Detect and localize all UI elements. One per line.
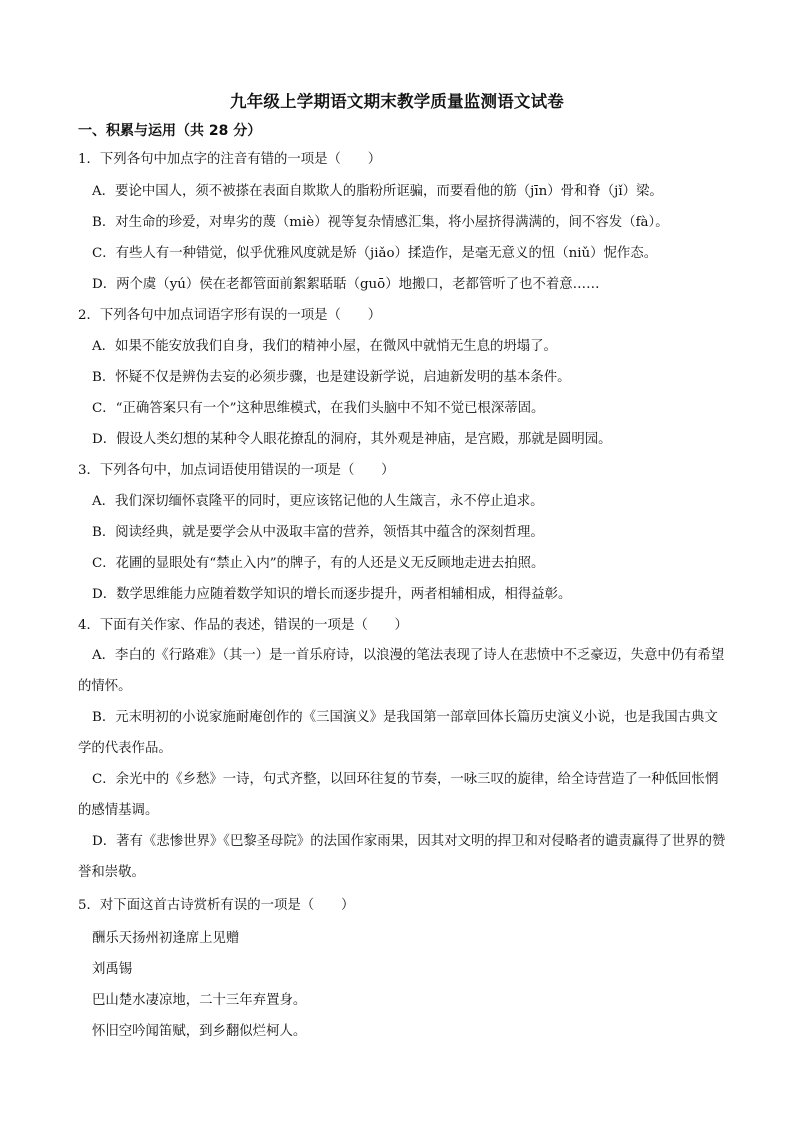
option-3d: D．数学思维能力应随着数学知识的增长而逐步提升，两者相辅相成，相得益彰。 [92, 587, 572, 602]
question-stem-3: 3．下列各句中，加点词语使用错误的一项是（ ） [78, 463, 395, 478]
question-stem-1: 1．下列各句中加点字的注音有错的一项是（ ） [78, 152, 382, 167]
option-4d: D．著有《悲惨世界》《巴黎圣母院》的法国作家雨果，因其对文明的捍卫和对侵略者的谴责赢得了世界的赞誉和崇敬。 [78, 834, 726, 880]
option-1c: C．有些人有一种错觉，似乎优雅风度就是矫（jiǎo）揉造作，是毫无意义的忸（niǔ）怩作态。 [92, 246, 658, 261]
question-stem-5: 5．对下面这首古诗赏析有误的一项是（ ） [78, 898, 355, 913]
option-2c: C．“正确答案只有一个”这种思维模式，在我们头脑中不知不觉已根深蒂固。 [92, 401, 545, 416]
option-3a: A．我们深切缅怀袁隆平的同时，更应该铭记他的人生箴言，永不停止追求。 [92, 494, 544, 509]
option-4b: B．元末明初的小说家施耐庵创作的《三国演义》是我国第一部章回体长篇历史演义小说，也是我国古典文学的代表作品。 [78, 710, 718, 756]
option-1b: B．对生命的珍爱，对卑劣的蔑（miè）视等复杂情感汇集，将小屋挤得满满的，间不容发（fà）。 [92, 215, 669, 230]
option-2a: A．如果不能安放我们自身，我们的精神小屋，在微风中就悄无生息的坍塌了。 [92, 339, 557, 354]
question-stem-4: 4．下面有关作家、作品的表述，错误的一项是（ ） [78, 618, 408, 633]
page-title: 九年级上学期语文期末教学质量监测语文试卷 [230, 92, 564, 111]
question-stem-2: 2．下列各句中加点词语字形有误的一项是（ ） [78, 308, 382, 323]
option-2d: D．假设人类幻想的某种令人眼花撩乱的洞府，其外观是神庙，是宫殿，那就是圆明园。 [92, 432, 612, 447]
poem-line-1: 巴山楚水凄凉地，二十三年弃置身。 [92, 993, 307, 1008]
poem-line-2: 怀旧空吟闻笛赋，到乡翻似烂柯人。 [92, 1024, 307, 1039]
option-1d: D．两个虞（yú）侯在老都管面前絮絮聒聒（guō）地搬口，老都管听了也不着意…… [92, 277, 600, 292]
option-3b: B．阅读经典，就是要学会从中汲取丰富的营养，领悟其中蕴含的深刻哲理。 [92, 525, 544, 540]
option-4c: C．余光中的《乡愁》一诗，句式齐整，以回环往复的节奏，一咏三叹的旋律，给全诗营造了一种低回怅惘的感情基调。 [78, 772, 719, 818]
section-heading: 一、积累与运用（共 28 分） [78, 123, 262, 139]
poem-author: 刘禹锡 [92, 962, 133, 977]
option-4a: A．李白的《行路难》（其一）是一首乐府诗，以浪漫的笔法表现了诗人在悲愤中不乏豪迈，失意中仍有希望的情怀。 [78, 648, 725, 694]
option-2b: B．怀疑不仅是辨伪去妄的必须步骤，也是建设新学说，启迪新发明的基本条件。 [92, 370, 571, 385]
poem-title: 酬乐天扬州初逢席上见赠 [92, 931, 240, 946]
option-3c: C．花圃的显眼处有“禁止入内”的牌子，有的人还是义无反顾地走进去拍照。 [92, 556, 545, 571]
option-1a: A．要论中国人，须不被搽在表面自欺欺人的脂粉所诓骗，而要看他的筋（jīn）骨和脊（jǐ）梁。 [92, 184, 663, 199]
